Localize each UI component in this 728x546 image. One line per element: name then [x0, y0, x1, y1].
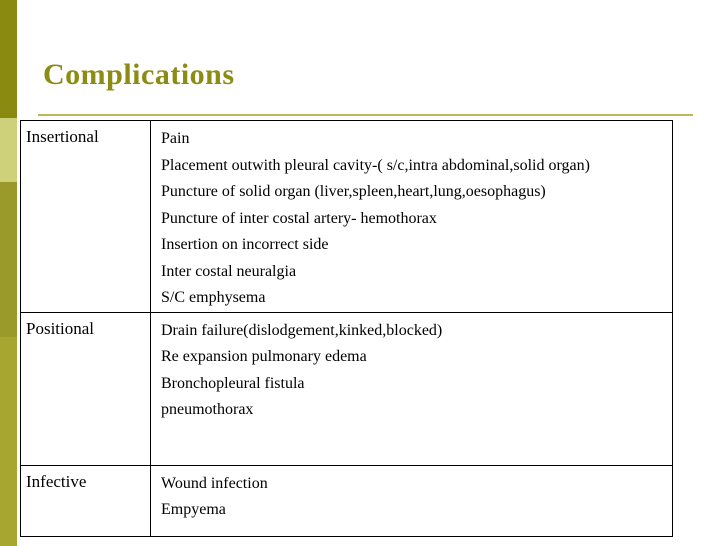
items-cell	[151, 465, 673, 536]
items-cell	[151, 121, 673, 313]
list-item: Pain	[161, 130, 190, 147]
list-item: Bronchopleural fistula	[161, 374, 305, 392]
list-item: Drain failure(dislodgement,kinked,blocked)	[161, 321, 443, 339]
list-item: pneumothorax	[161, 401, 254, 418]
table-row	[21, 312, 673, 465]
list-item: Puncture of inter costal artery- hemothorax	[161, 209, 437, 227]
sidebar-segment	[0, 118, 17, 182]
category-cell: Positional	[21, 312, 151, 465]
slide-title: Complications	[43, 58, 235, 91]
table-row	[21, 465, 673, 536]
list-item: Re expansion pulmonary edema	[161, 348, 367, 365]
list-item: Inter costal neuralgia	[161, 262, 297, 280]
sidebar-decoration	[0, 0, 17, 546]
list-item: Wound infection	[161, 474, 268, 492]
category-cell: Infective	[21, 465, 151, 536]
list-item: Puncture of solid organ (liver,spleen,heart,lung,oesophagus)	[161, 183, 546, 200]
list-item: S/C emphysema	[161, 289, 266, 306]
table-row	[21, 121, 673, 313]
sidebar-segment	[0, 182, 17, 337]
list-item: Empyema	[161, 501, 226, 518]
sidebar-segment	[0, 0, 17, 118]
list-item: Insertion on incorrect side	[161, 236, 329, 253]
sidebar-segment	[0, 337, 17, 546]
title-divider	[38, 114, 693, 116]
items-cell	[151, 312, 673, 465]
complications-table	[20, 120, 673, 537]
list-item: Placement outwith pleural cavity-( s/c,intra abdominal,solid organ)	[161, 156, 590, 174]
category-cell: Insertional	[21, 121, 151, 313]
